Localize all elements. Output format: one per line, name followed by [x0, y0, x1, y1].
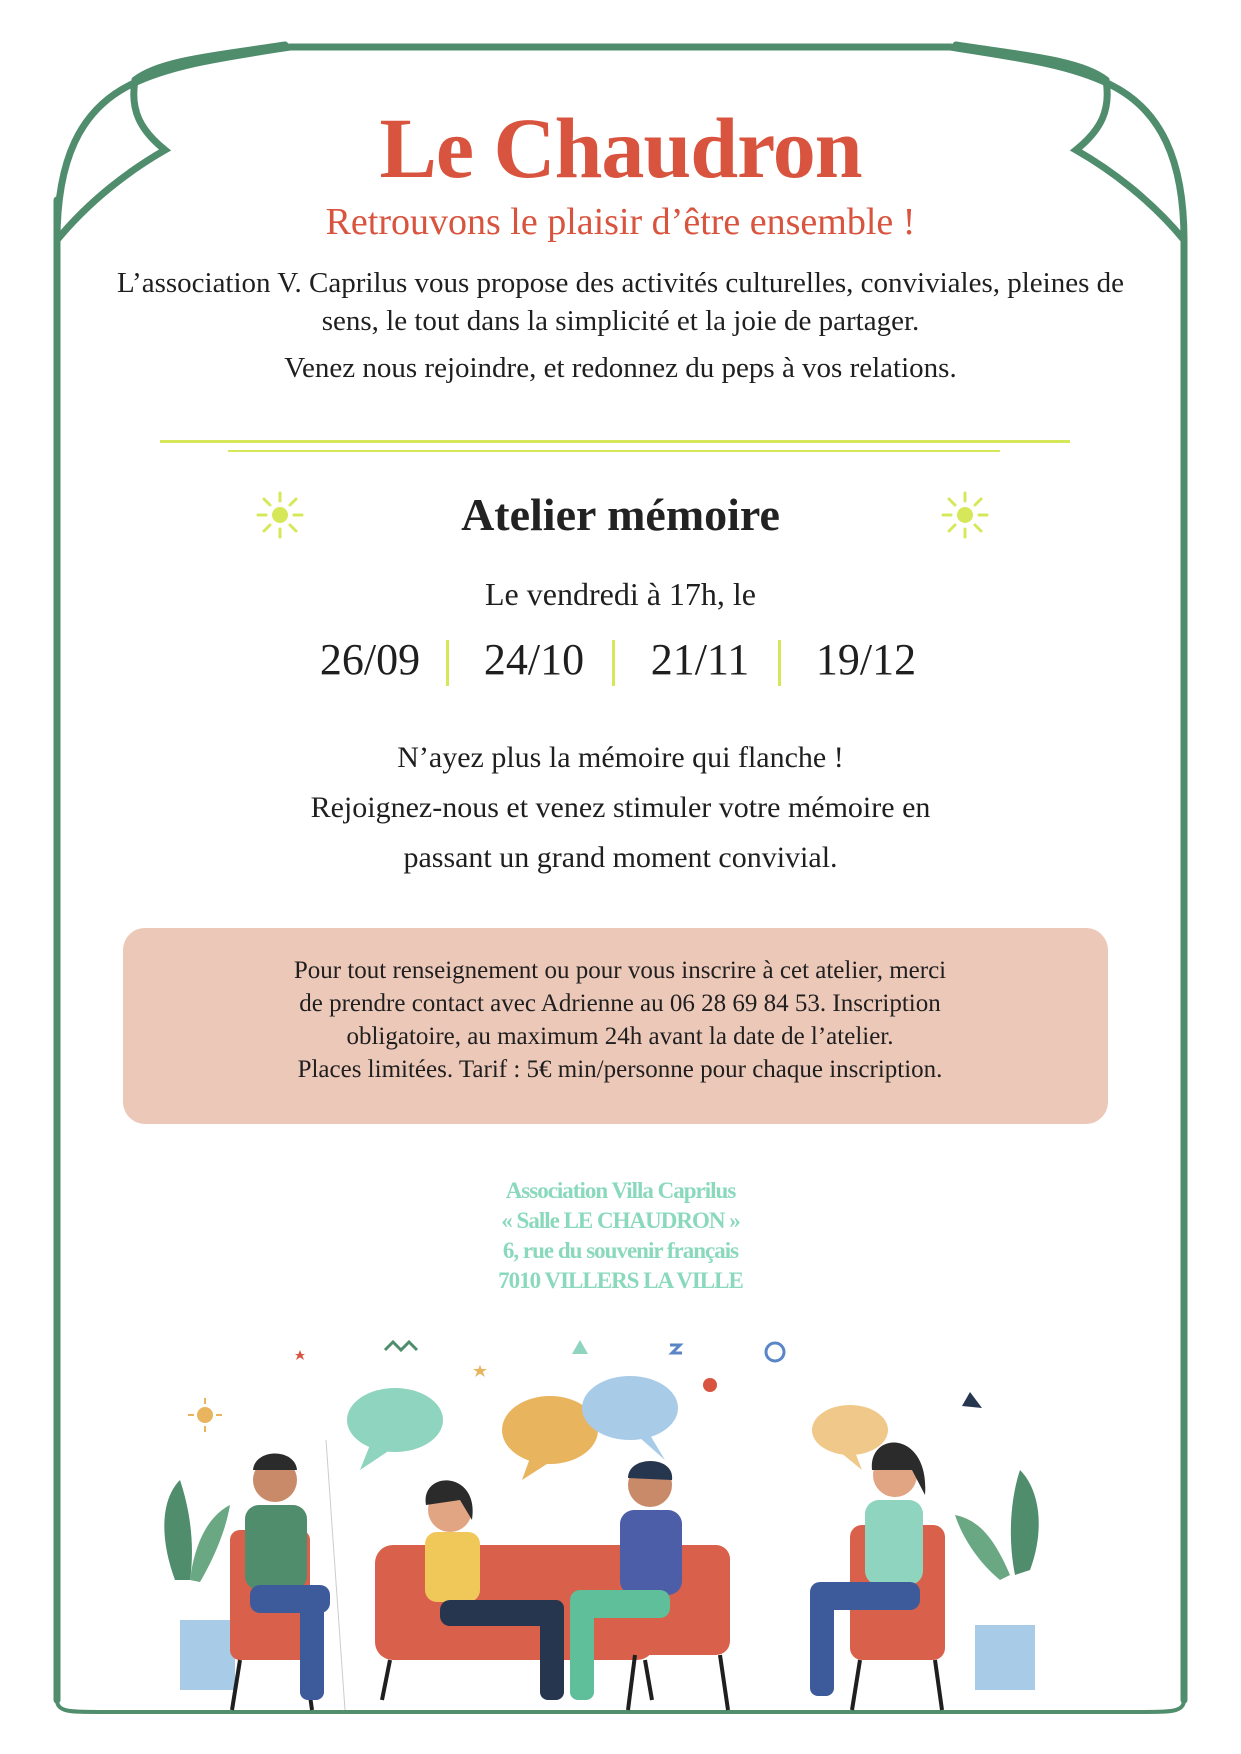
page-title: Le Chaudron — [379, 100, 862, 196]
page-subtitle: Retrouvons le plaisir d’être ensemble ! — [325, 201, 916, 243]
address-block — [0, 1176, 1241, 1296]
group-conversation-illustration — [150, 1320, 1090, 1720]
info-line: obligatoire, au maximum 24h avant la date de l’atelier. — [346, 1023, 894, 1050]
event-date: 24/10 — [483, 635, 585, 684]
event-date: 19/12 — [815, 635, 917, 684]
address-line: 6, rue du souvenir français — [502, 1238, 739, 1263]
message-line: N’ayez plus la mémoire qui flanche ! — [397, 741, 844, 774]
event-schedule: Le vendredi à 17h, le — [485, 576, 756, 612]
message-line: passant un grand moment convivial. — [403, 841, 838, 874]
address-line: « Salle LE CHAUDRON » — [501, 1208, 740, 1233]
info-line: de prendre contact avec Adrienne au 06 28 69 84 53. Inscription — [299, 990, 941, 1017]
event-dates — [300, 634, 940, 694]
address-line: Association Villa Caprilus — [505, 1178, 736, 1203]
date-separator — [778, 640, 781, 686]
info-line: Pour tout renseignement ou pour vous inscrire à cet atelier, merci — [293, 957, 947, 984]
event-title: Atelier mémoire — [461, 489, 780, 540]
event-date: 26/09 — [319, 635, 421, 684]
speech-bubble-icon — [347, 1388, 443, 1470]
speech-bubble-icon — [582, 1376, 678, 1460]
divider-line — [160, 440, 1070, 443]
address-line: 7010 VILLERS LA VILLE — [498, 1268, 743, 1293]
info-text — [215, 954, 1025, 1086]
sun-icon — [940, 490, 990, 540]
intro-paragraph: L’association V. Caprilus vous propose des activités culturelles, conviviales, pleines de sens, le tout dans la simplicité et la joie de partager. — [116, 267, 1125, 337]
message-line: Rejoignez-nous et venez stimuler votre mémoire en — [310, 791, 931, 824]
divider-line-short — [228, 450, 1000, 452]
date-separator — [612, 640, 615, 686]
intro-call-to-action: Venez nous rejoindre, et redonnez du peps à vos relations. — [284, 352, 957, 384]
info-line: Places limitées. Tarif : 5€ min/personne pour chaque inscription. — [297, 1056, 943, 1083]
event-message — [0, 733, 1241, 883]
date-separator — [446, 640, 449, 686]
event-date: 21/11 — [650, 635, 750, 684]
